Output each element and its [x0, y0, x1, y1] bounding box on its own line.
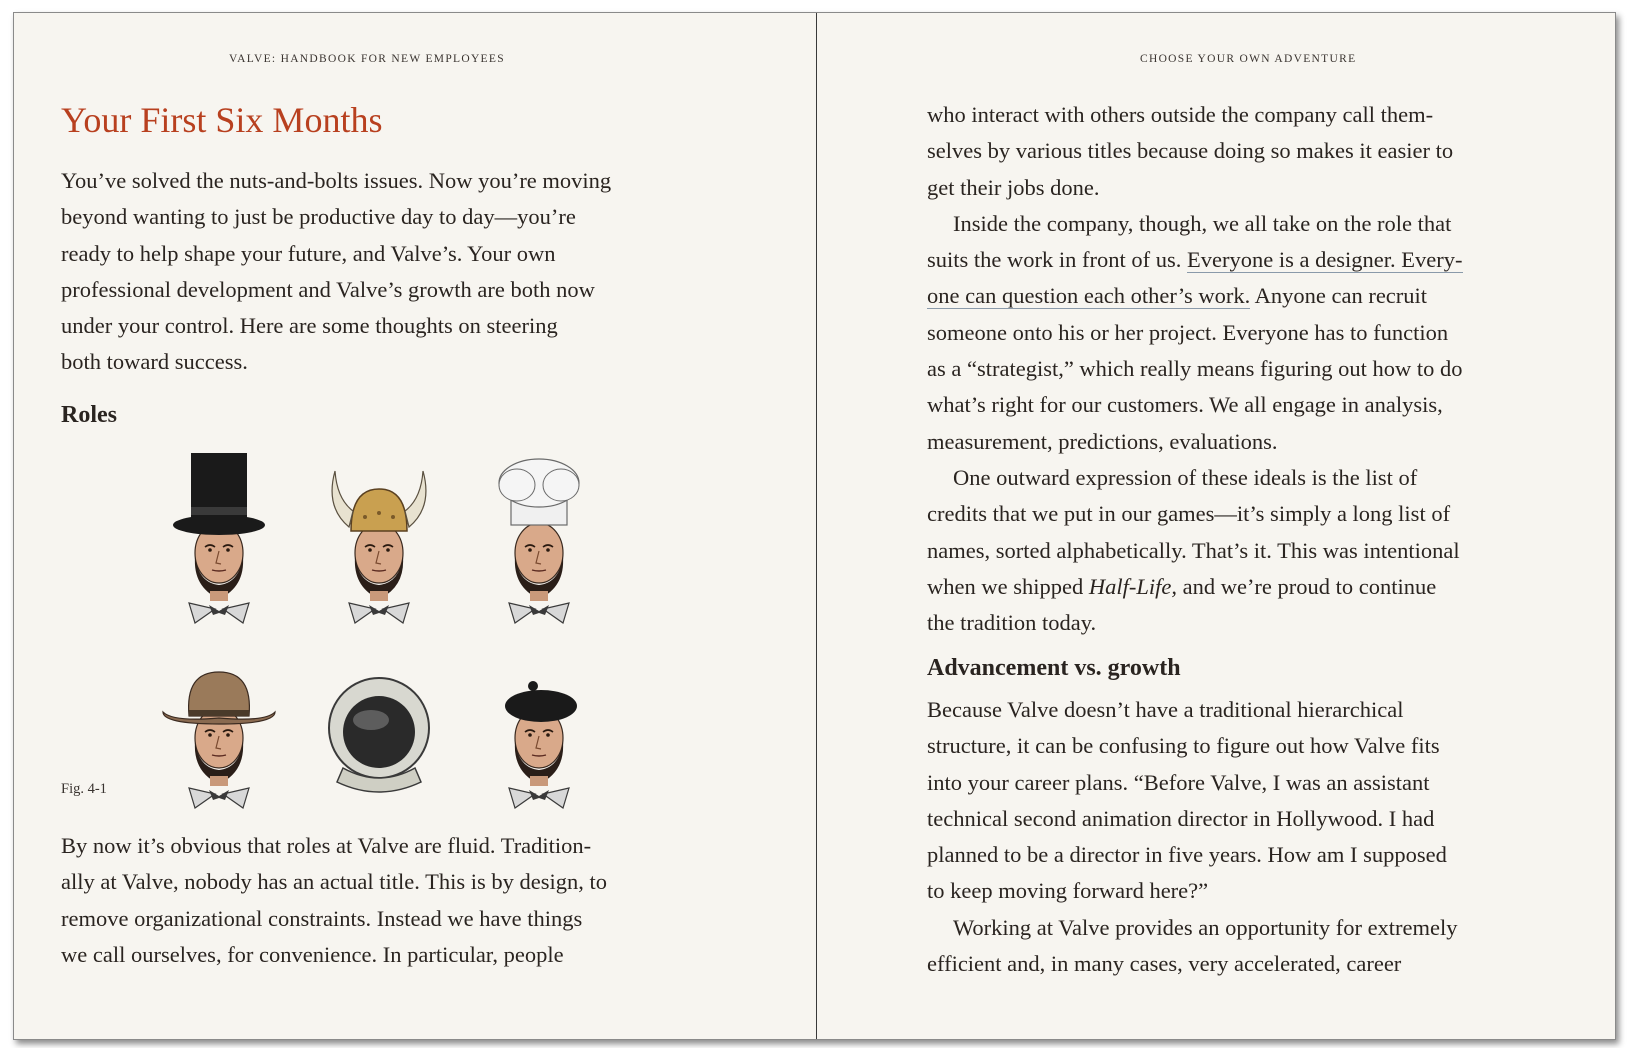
text-line: technical second animation director in Hollywood. I had: [927, 805, 1435, 831]
game-title: Half-Life,: [1088, 573, 1177, 599]
text-line: get their jobs done.: [927, 174, 1100, 200]
figure-space-helmet: [329, 678, 429, 792]
figure-cowboy-hat: [163, 672, 275, 808]
text-line: efficient and, in many cases, very accelerated, career: [927, 951, 1402, 977]
chapter-title: Your First Six Months: [61, 100, 383, 140]
text-line: who interact with others outside the company call them-: [927, 102, 1434, 127]
text-line: professional development and Valve’s growth are both now: [61, 276, 595, 302]
text-line: what’s right for our customers. We all engage in analysis,: [927, 392, 1443, 418]
text-line: credits that we put in our games—it’s simply a long list of: [927, 501, 1451, 527]
section-title-roles: Roles: [61, 402, 117, 428]
figure-beret: [505, 681, 577, 808]
left-running-head: VALVE: HANDBOOK FOR NEW EMPLOYEES: [229, 53, 505, 65]
text-line: Working at Valve provides an opportunity for extremely: [953, 914, 1458, 940]
right-page: [817, 13, 1617, 1039]
text-line: planned to be a director in five years. How am I supposed: [927, 842, 1447, 868]
text-line: names, sorted alphabetically. That’s it. This was intentional: [927, 537, 1460, 563]
text-line: [927, 569, 1567, 605]
text-line: structure, it can be confusing to figure out how Valve fits: [927, 733, 1440, 759]
text-line: Because Valve doesn’t have a traditional hierarchical: [927, 697, 1404, 722]
text-line: By now it’s obvious that roles at Valve are fluid. Tradition-: [61, 833, 592, 858]
text-line: [927, 278, 1567, 314]
text-line: under your control. Here are some thoughts on steering: [61, 313, 558, 339]
text-line: measurement, predictions, evaluations.: [927, 428, 1278, 454]
text-span: and we’re proud to continue: [1176, 573, 1437, 599]
figure-top-hat: [173, 453, 265, 623]
figure-chef-hat: [499, 459, 579, 623]
text-line: someone onto his or her project. Everyone has to function: [927, 319, 1449, 345]
text-line: to keep moving forward here?”: [927, 878, 1209, 904]
text-line: [927, 242, 1567, 278]
text-line: ready to help shape your future, and Valve’s. Your own: [61, 240, 556, 266]
figure-caption: Fig. 4-1: [61, 781, 107, 797]
text-line: the tradition today.: [927, 610, 1097, 636]
highlighted-text[interactable]: Everyone is a designer. Every-: [1186, 247, 1463, 273]
text-line: Inside the company, though, we all take on the role that: [953, 210, 1452, 236]
highlighted-text[interactable]: one can question each other’s work.: [927, 283, 1251, 309]
right-running-head: CHOOSE YOUR OWN ADVENTURE: [1140, 53, 1357, 65]
text-line: beyond wanting to just be productive day to day—you’re: [61, 204, 576, 230]
text-span: suits the work in front of us.: [927, 247, 1187, 273]
text-line: ally at Valve, nobody has an actual title. This is by design, to: [61, 869, 607, 895]
intro-paragraph: [61, 163, 741, 381]
roles-figure: [134, 438, 614, 828]
text-line: we call ourselves, for convenience. In particular, people: [61, 941, 564, 967]
text-line: remove organizational constraints. Instead we have things: [61, 905, 583, 931]
text-span: when we shipped: [927, 573, 1089, 599]
text-line: as a “strategist,” which really means figuring out how to do: [927, 356, 1463, 382]
text-line: into your career plans. “Before Valve, I was an assistant: [927, 769, 1430, 795]
figure-viking-helmet: [332, 471, 426, 623]
roles-continued: [927, 97, 1567, 641]
text-line: You’ve solved the nuts-and-bolts issues. Now you’re moving: [61, 168, 612, 193]
text-line: both toward success.: [61, 349, 248, 375]
text-line: One outward expression of these ideals is the list of: [953, 464, 1418, 490]
section-title-advancement: Advancement vs. growth: [927, 655, 1181, 681]
book-spread: [13, 12, 1616, 1040]
left-page: [14, 13, 817, 1039]
roles-paragraph: [61, 828, 741, 973]
text-line: selves by various titles because doing so makes it easier to: [927, 138, 1454, 164]
advancement-paragraph: [927, 692, 1567, 982]
text-span: Anyone can recruit: [1250, 283, 1428, 309]
